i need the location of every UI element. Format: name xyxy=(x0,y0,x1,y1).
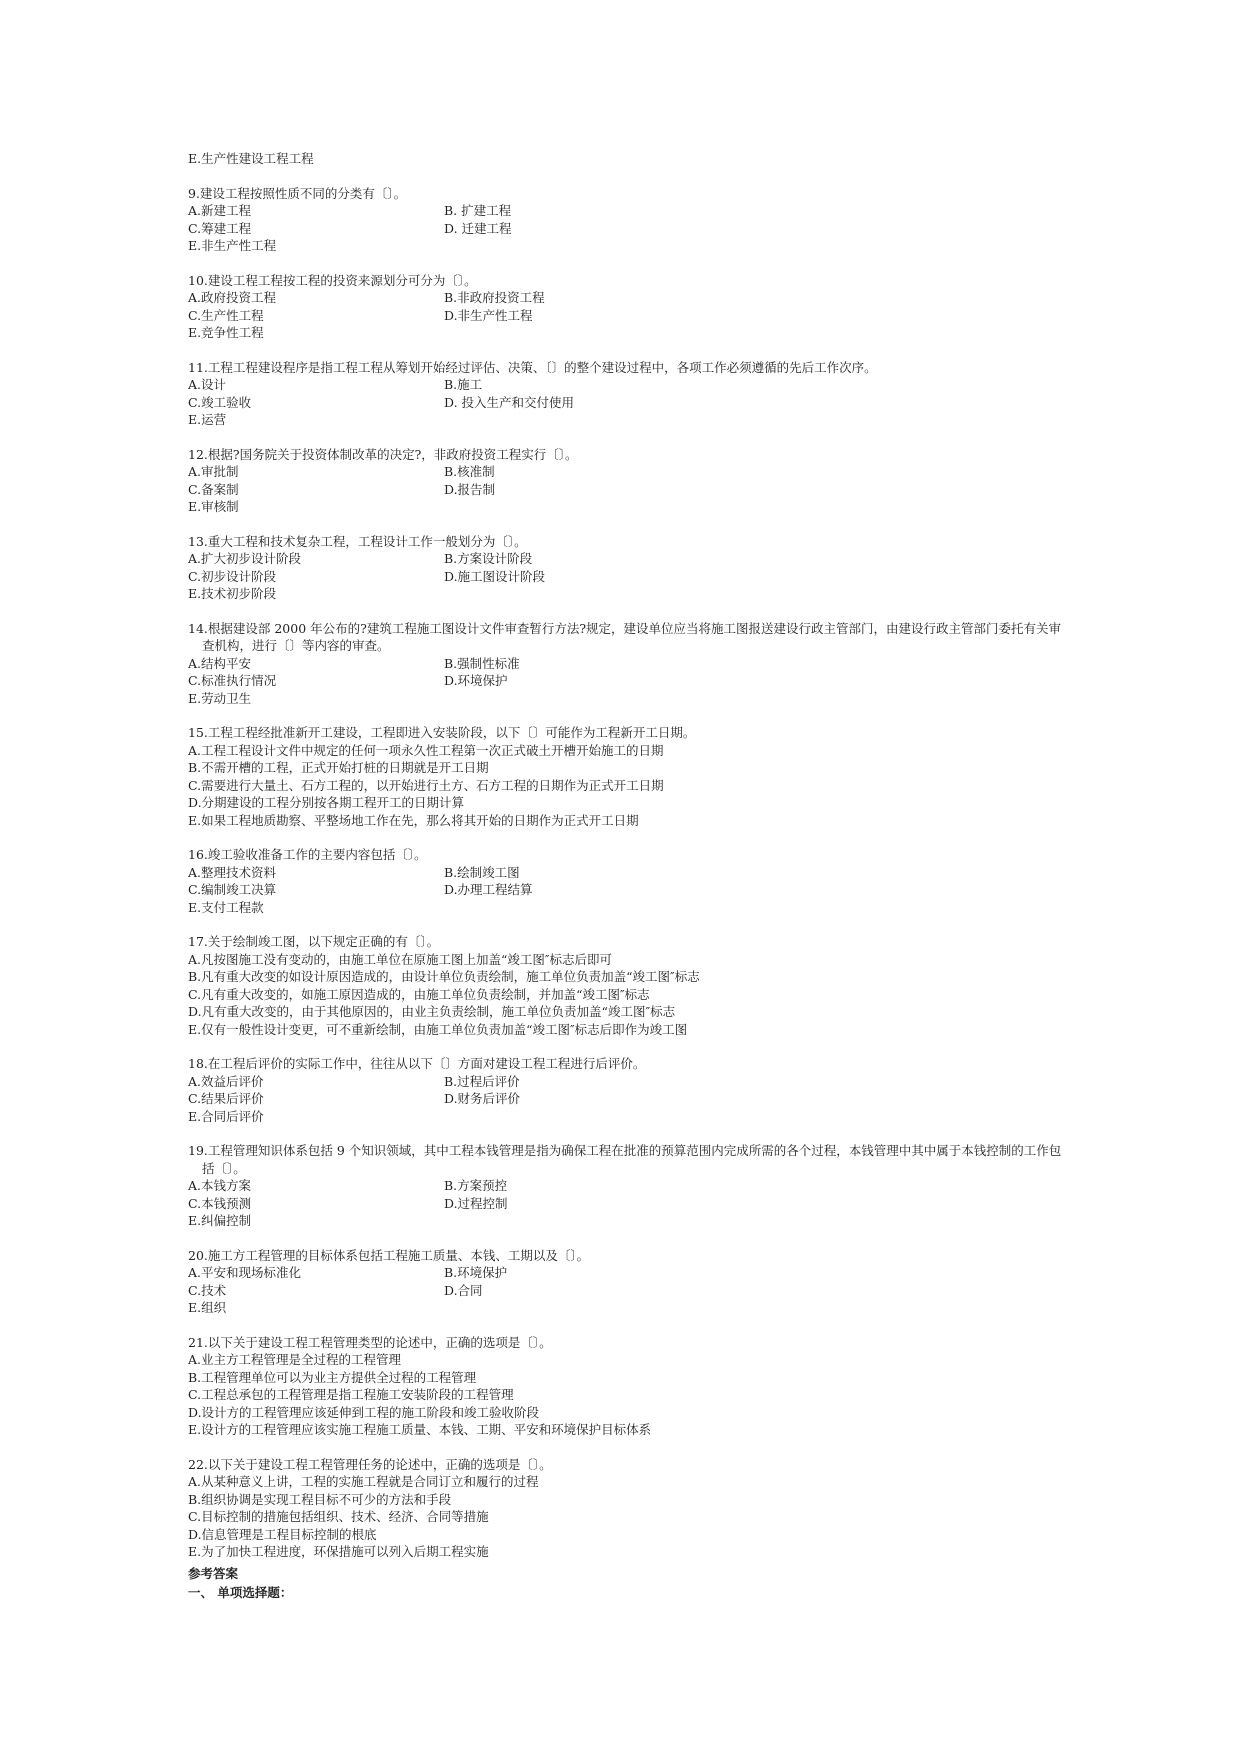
option: E.非生产性工程 xyxy=(188,238,277,253)
option-row xyxy=(188,655,1068,673)
option: A.扩大初步设计阶段 xyxy=(188,551,302,566)
option: B. 扩建工程 xyxy=(444,203,512,218)
question-block xyxy=(188,1247,1068,1317)
option: A.效益后评价 xyxy=(188,1073,264,1089)
option-row xyxy=(188,289,1068,307)
option: C.目标控制的措施包括组织、技术、经济、合同等措施 xyxy=(188,1509,489,1524)
option: E.运营 xyxy=(188,412,227,427)
question-block xyxy=(188,1456,1068,1561)
question-block xyxy=(188,272,1068,342)
question-stem: 9.建设工程按照性质不同的分类有〔〕。 xyxy=(188,185,407,201)
option-row xyxy=(188,202,1068,220)
option-row xyxy=(188,864,1068,882)
option: D.办理工程结算 xyxy=(444,882,533,897)
question-block xyxy=(188,1142,1068,1230)
option: B.施工 xyxy=(444,377,483,392)
option: D.过程控制 xyxy=(444,1195,508,1211)
option-row xyxy=(188,463,1068,481)
question-block xyxy=(188,533,1068,603)
question-stem: 19.工程管理知识体系包括 9 个知识领域，其中工程本钱管理是指为确保工程在批准的预算范围内完成所需的各个过程，本钱管理中其中属于本钱控制的工作包括〔〕。 xyxy=(188,1143,1062,1176)
option: B.方案设计阶段 xyxy=(444,551,533,566)
option: B.凡有重大改变的如设计原因造成的，由设计单位负责绘制，施工单位负责加盖“竣工图″标志 xyxy=(188,969,700,984)
option-row xyxy=(188,881,1068,899)
option: C.需要进行大量土、石方工程的，以开始进行土方、石方工程的日期作为正式开工日期 xyxy=(188,777,664,793)
option: E.纠偏控制 xyxy=(188,1213,252,1228)
option-row xyxy=(188,550,1068,568)
option: D.信息管理是工程目标控制的根底 xyxy=(188,1526,377,1542)
option: E.为了加快工程进度，环保措施可以列入后期工程实施 xyxy=(188,1544,489,1559)
option: A.设计 xyxy=(188,377,227,392)
option-row xyxy=(188,1195,1068,1213)
answers-heading: 参考答案 xyxy=(188,1565,239,1581)
option-row xyxy=(188,672,1068,690)
option: D. 投入生产和交付使用 xyxy=(444,394,575,410)
option: E.组织 xyxy=(188,1300,227,1315)
question-block xyxy=(188,1055,1068,1125)
option: D.凡有重大改变的，由于其他原因的，由业主负责绘制，施工单位负责加盖“竣工图″标志 xyxy=(188,1004,676,1019)
option: B.非政府投资工程 xyxy=(444,290,545,305)
option: D.施工图设计阶段 xyxy=(444,568,546,584)
question-stem: 13.重大工程和技术复杂工程，工程设计工作一般划分为〔〕。 xyxy=(188,533,527,549)
option-row xyxy=(188,1090,1068,1108)
question-stem: 15.工程工程经批准新开工建设，工程即进入安装阶段，以下〔〕可能作为工程新开工日期。 xyxy=(188,725,696,740)
option-row xyxy=(188,1073,1068,1091)
option: E.设计方的工程管理应该实施工程施工质量、本钱、工期、平安和环境保护目标体系 xyxy=(188,1422,652,1437)
option: C.筹建工程 xyxy=(188,220,252,236)
option: E.技术初步阶段 xyxy=(188,586,277,601)
option-row xyxy=(188,307,1068,325)
question-block xyxy=(188,359,1068,429)
question-block xyxy=(188,620,1068,708)
question-stem: 10.建设工程工程按工程的投资来源划分可分为〔〕。 xyxy=(188,272,477,288)
option: B.强制性标准 xyxy=(444,655,520,671)
option: B.方案预控 xyxy=(444,1178,508,1193)
option: C.本钱预测 xyxy=(188,1195,252,1211)
option: C.编制竣工决算 xyxy=(188,882,277,897)
option: B.环境保护 xyxy=(444,1265,508,1280)
question-stem: 18.在工程后评价的实际工作中，往往从以下〔〕方面对建设工程工程进行后评价。 xyxy=(188,1056,646,1071)
option: B.核准制 xyxy=(444,464,495,479)
question-stem: 20.施工方工程管理的目标体系包括工程施工质量、本钱、工期以及〔〕。 xyxy=(188,1247,590,1263)
option-row xyxy=(188,1264,1068,1282)
option-row xyxy=(188,376,1068,394)
option-row xyxy=(188,394,1068,412)
option: D.报告制 xyxy=(444,481,496,497)
option: D.分期建设的工程分别按各期工程开工的日期计算 xyxy=(188,795,465,810)
question-stem: 21.以下关于建设工程工程管理类型的论述中，正确的选项是〔〕。 xyxy=(188,1334,552,1350)
option: A.凡按图施工没有变动的，由施工单位在原施工图上加盖“竣工图″标志后即可 xyxy=(188,951,613,967)
option: C.竣工验收 xyxy=(188,394,252,410)
option: E.仅有一般性设计变更，可不重新绘制，由施工单位负责加盖“竣工图″标志后即作为竣工图 xyxy=(188,1021,688,1037)
option: E.合同后评价 xyxy=(188,1108,264,1124)
option-row xyxy=(188,220,1068,238)
option-row xyxy=(188,1282,1068,1300)
option: A.本钱方案 xyxy=(188,1178,252,1193)
section-heading: 一、 单项选择题： xyxy=(188,1585,293,1600)
option: E.审核制 xyxy=(188,499,239,514)
question-stem: 16.竣工验收准备工作的主要内容包括〔〕。 xyxy=(188,847,427,862)
option: B.绘制竣工图 xyxy=(444,864,520,880)
option: E.劳动卫生 xyxy=(188,690,252,706)
question-block xyxy=(188,185,1068,255)
question-block xyxy=(188,724,1068,829)
option: A.整理技术资料 xyxy=(188,864,277,880)
option: D.设计方的工程管理应该延伸到工程的施工阶段和竣工验收阶段 xyxy=(188,1404,540,1420)
option: C.凡有重大改变的，如施工原因造成的，由施工单位负责绘制，并加盖“竣工图″标志 xyxy=(188,986,650,1002)
option-row xyxy=(188,568,1068,586)
option: C.生产性工程 xyxy=(188,307,264,323)
option: A.结构平安 xyxy=(188,655,252,671)
option: A.新建工程 xyxy=(188,203,252,218)
option: C.标准执行情况 xyxy=(188,673,277,688)
question-block xyxy=(188,1334,1068,1439)
question-block xyxy=(188,446,1068,516)
option: B.组织协调是实现工程目标不可少的方法和手段 xyxy=(188,1491,452,1507)
question-stem: 14.根据建设部 2000 年公布的?建筑工程施工图设计文件审查暂行方法?规定，建设单位应当将施工图报送建设行政主管部门，由建设行政主管部门委托有关审查机构，进行〔〕等内容的审查。 xyxy=(188,620,1062,653)
question-block xyxy=(188,846,1068,916)
option: B.工程管理单位可以为业主方提供全过程的工程管理 xyxy=(188,1369,477,1385)
question-stem: 12.根据?国务院关于投资体制改革的决定?，非政府投资工程实行〔〕。 xyxy=(188,446,578,462)
option: B.不需开槽的工程，正式开始打桩的日期就是开工日期 xyxy=(188,760,489,775)
option: C.结果后评价 xyxy=(188,1091,264,1106)
question-stem: 17.关于绘制竣工图，以下规定正确的有〔〕。 xyxy=(188,934,440,949)
option: D. 迁建工程 xyxy=(444,220,512,236)
option: A.从某种意义上讲，工程的实施工程就是合同订立和履行的过程 xyxy=(188,1474,539,1489)
option: D.非生产性工程 xyxy=(444,307,533,323)
option: C.备案制 xyxy=(188,481,239,497)
option: A.工程工程设计文件中规定的任何一项永久性工程第一次正式破土开槽开始施工的日期 xyxy=(188,742,664,758)
option: C.工程总承包的工程管理是指工程施工安装阶段的工程管理 xyxy=(188,1387,514,1402)
option: A.审批制 xyxy=(188,464,239,479)
option: C.初步设计阶段 xyxy=(188,568,277,584)
option: D.环境保护 xyxy=(444,673,508,688)
question-stem: 11.工程工程建设程序是指工程工程从筹划开始经过评估、决策、〔〕的整个建设过程中，各项工作必须遵循的先后工作次序。 xyxy=(188,359,877,375)
option: D.合同 xyxy=(444,1282,483,1298)
option: A.政府投资工程 xyxy=(188,290,277,305)
option: E.竞争性工程 xyxy=(188,325,264,340)
option: E.支付工程款 xyxy=(188,899,264,915)
option-row xyxy=(188,1177,1068,1195)
question-list xyxy=(188,185,1068,1561)
option: E.如果工程地质勘察、平整场地工作在先，那么将其开始的日期作为正式开工日期 xyxy=(188,812,639,828)
option-row xyxy=(188,481,1068,499)
question-stem: 22.以下关于建设工程工程管理任务的论述中，正确的选项是〔〕。 xyxy=(188,1456,552,1472)
option: D.财务后评价 xyxy=(444,1091,521,1106)
question-block xyxy=(188,933,1068,1038)
option: A.业主方工程管理是全过程的工程管理 xyxy=(188,1352,402,1367)
option: A.平安和现场标准化 xyxy=(188,1265,302,1280)
option-line: E.生产性建设工程工程 xyxy=(188,151,314,166)
document-page xyxy=(188,150,1068,1602)
option: B.过程后评价 xyxy=(444,1073,520,1089)
option: C.技术 xyxy=(188,1282,227,1298)
